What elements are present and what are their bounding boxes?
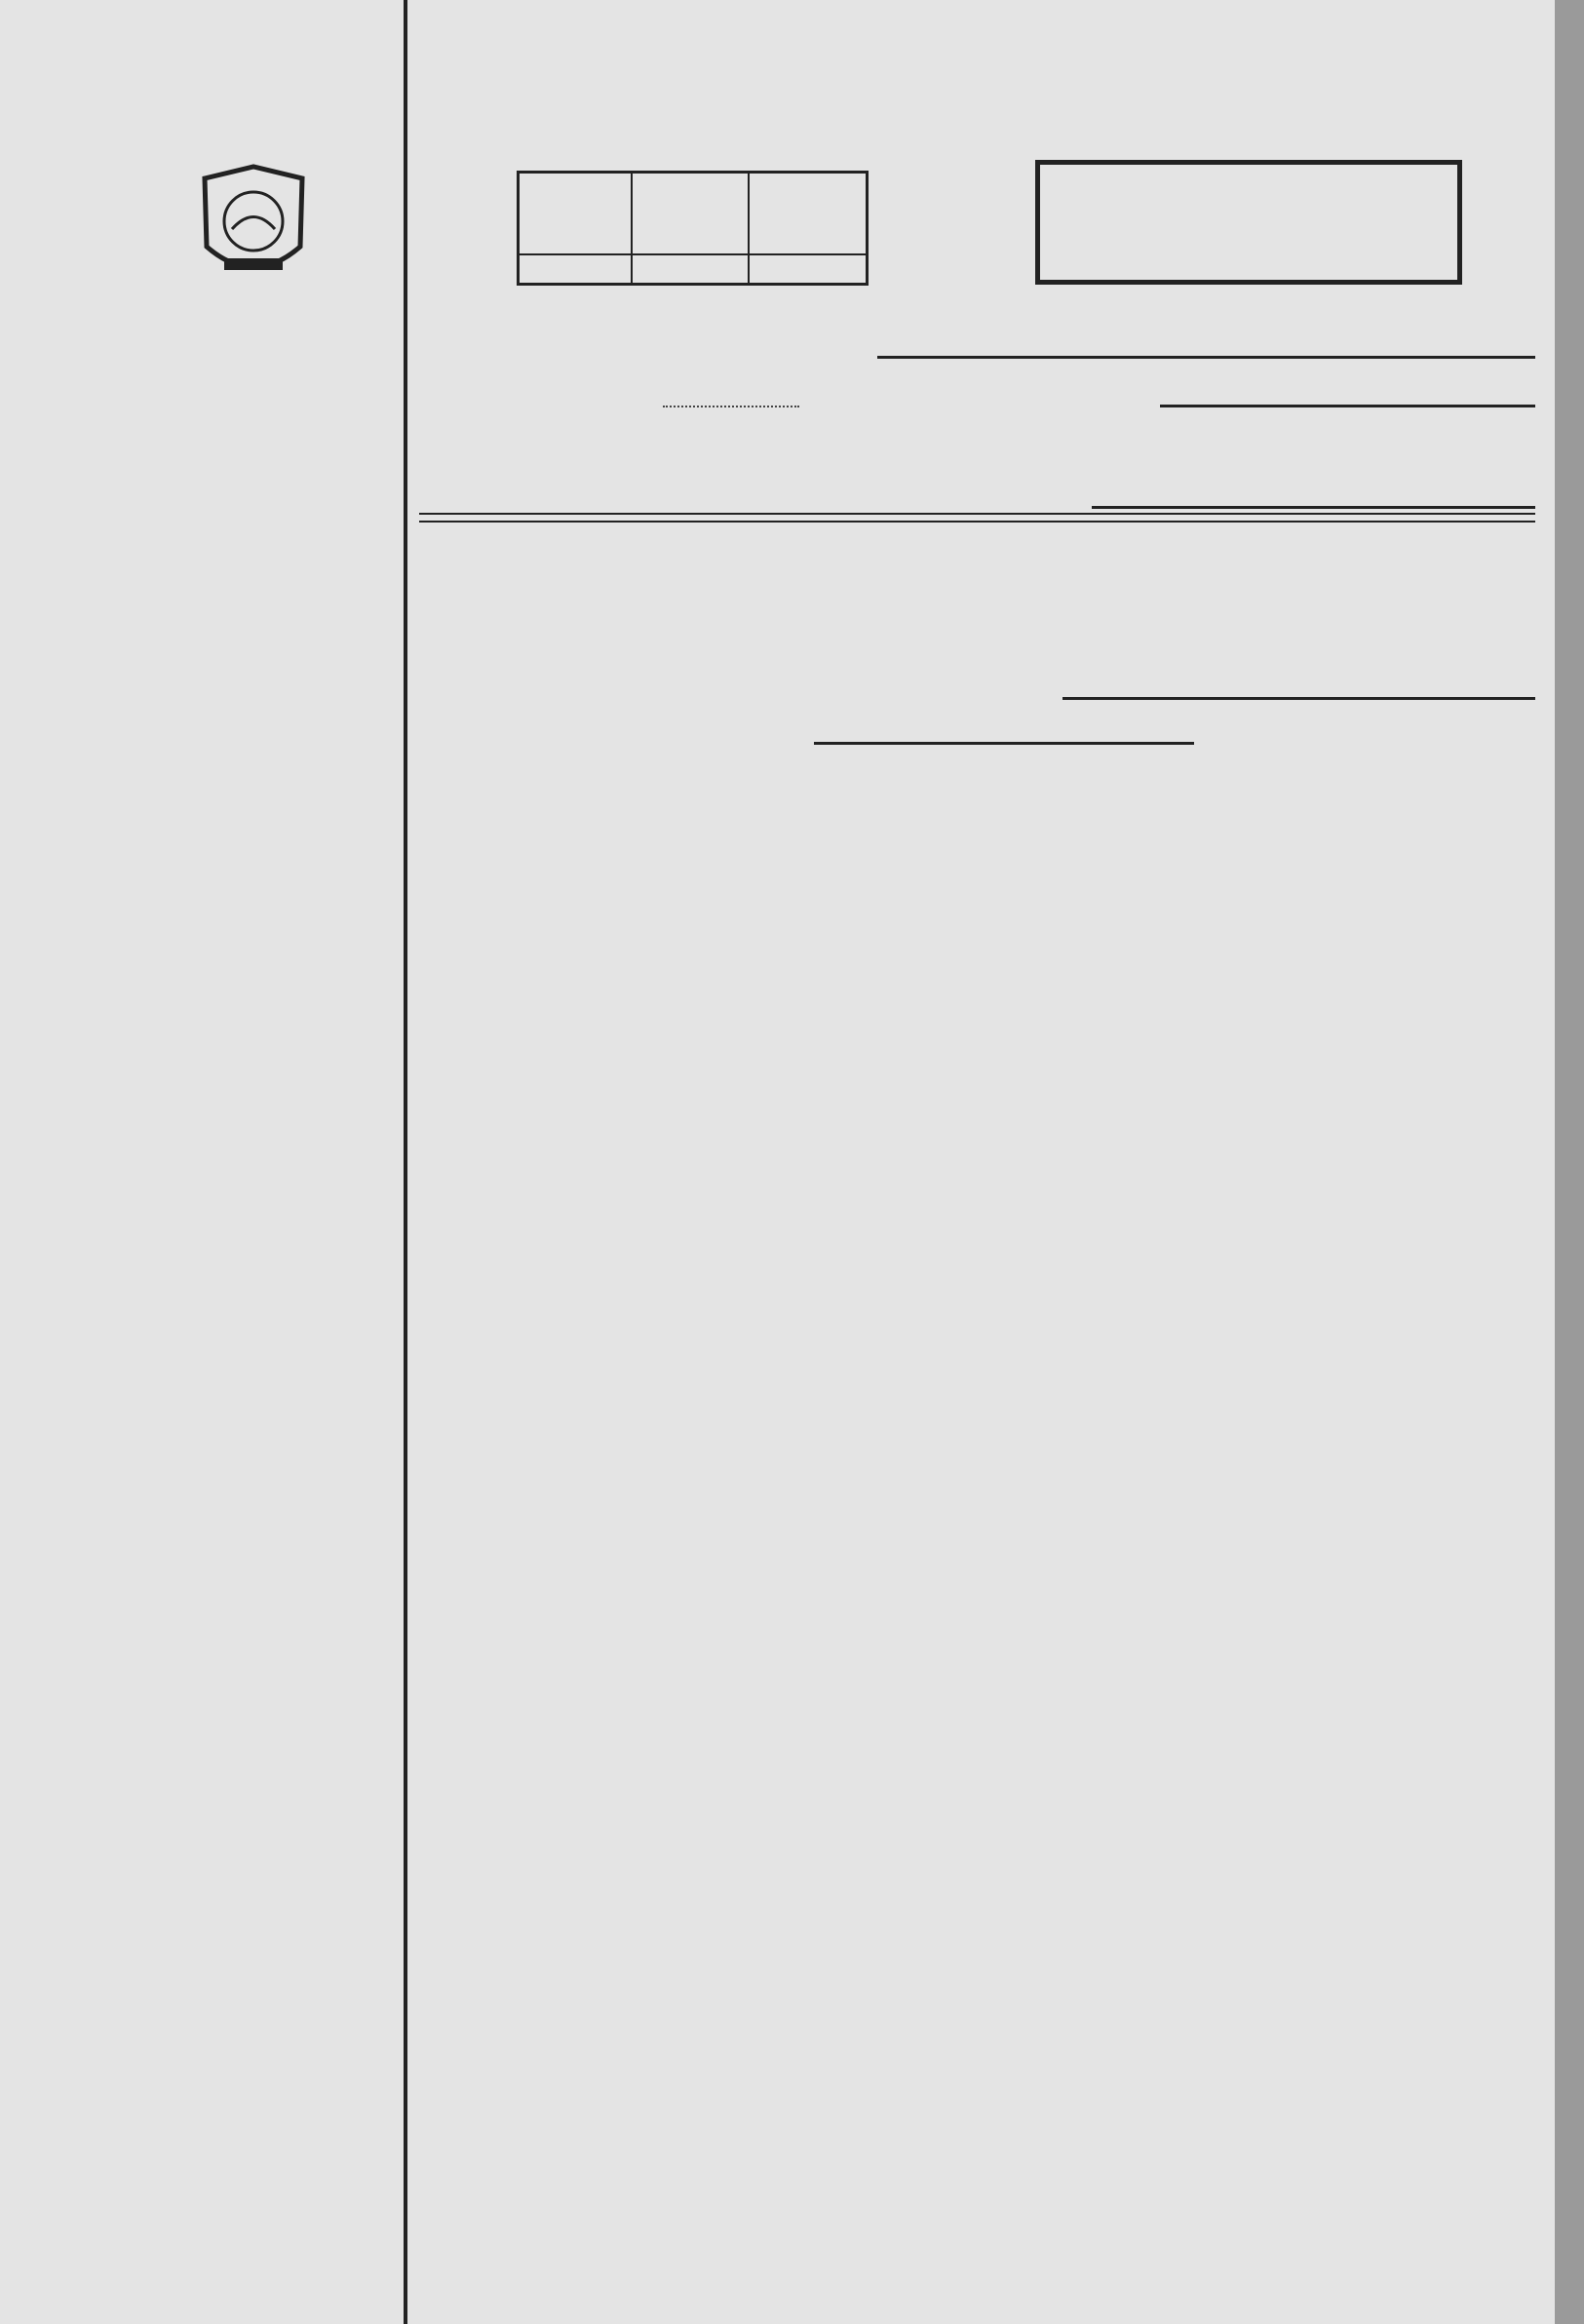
rule xyxy=(1160,405,1535,407)
groom-father-nat-line xyxy=(419,708,1535,747)
margin-rule xyxy=(404,0,407,2324)
dots xyxy=(663,406,799,407)
provincial-seal-icon xyxy=(195,161,312,288)
double-rule xyxy=(419,513,1535,523)
groom-nat-line xyxy=(419,571,1535,610)
acta-label xyxy=(633,253,749,283)
rule xyxy=(1092,506,1535,509)
ano-cell xyxy=(750,174,866,283)
rule xyxy=(814,742,1194,745)
reference-box xyxy=(517,171,869,286)
rule xyxy=(1062,697,1535,700)
ano-label xyxy=(750,253,866,283)
groom-age-line xyxy=(419,526,1535,565)
tomo-cell xyxy=(520,174,633,283)
acta-cell xyxy=(633,174,751,283)
tomo-label xyxy=(520,253,631,283)
date-line xyxy=(419,370,1535,409)
rule xyxy=(877,356,1535,359)
page-edge xyxy=(1555,0,1584,2324)
year-line xyxy=(419,417,1535,456)
groom-dom-line xyxy=(419,617,1535,656)
groom-father-line xyxy=(419,663,1535,702)
groom-name-line xyxy=(419,466,1535,511)
place-line xyxy=(419,322,1535,361)
act-type-box xyxy=(1035,160,1462,285)
